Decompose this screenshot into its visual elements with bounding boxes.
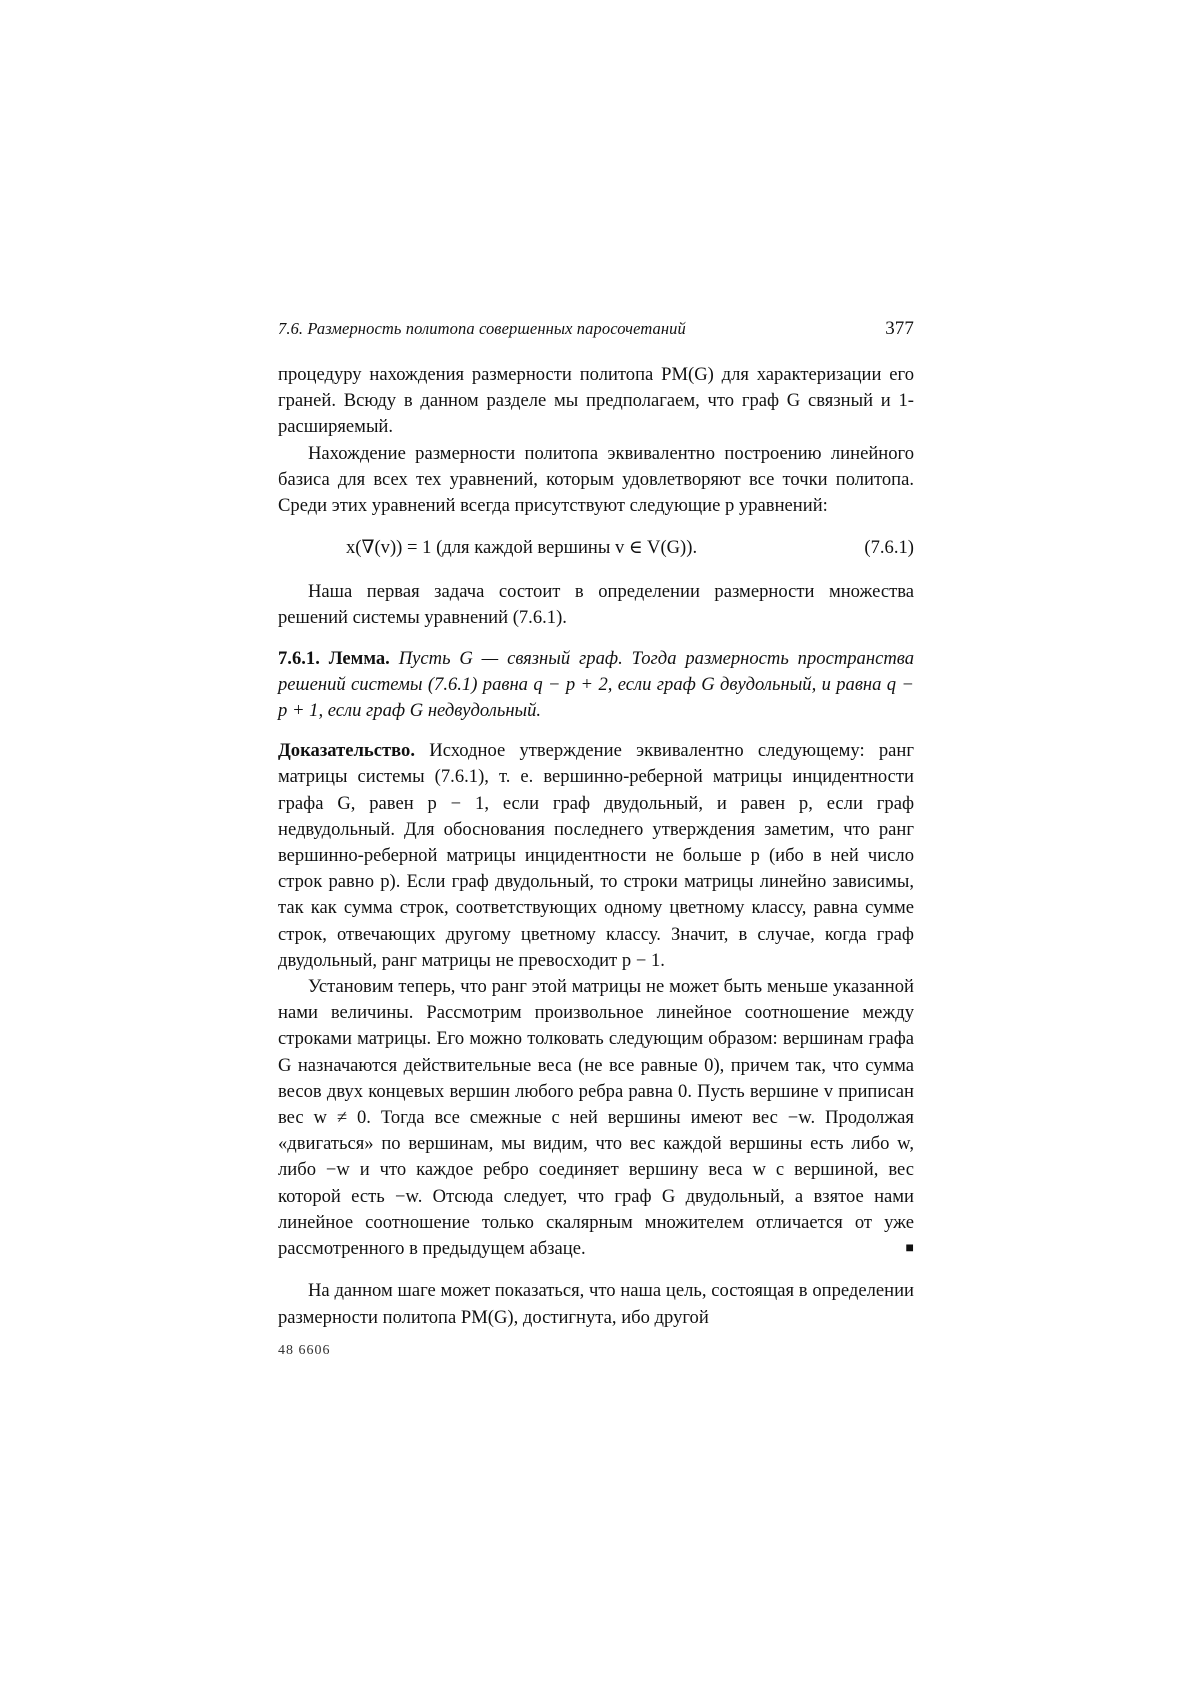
equation-7-6-1 [278, 537, 914, 559]
proof-text-2: Установим теперь, что ранг этой матрицы не может быть меньше указанной нами величины. Рассмотрим произвольное линейное соотношение между строками матрицы. Его можно толковать следующим образом: вершинам графа G назначаются действительные веса (не все равные 0), причем так, что сумма весов двух концевых вершин любого ребра равна 0. Пусть вершине v приписан вес w ≠ 0. Тогда все смежные с ней вершины имеют вес −w. Продолжая «двигаться» по вершинам, мы видим, что вес каждой вершины есть либо w, либо −w и что каждое ребро соединяет вершину веса w с вершиной, вес которой есть −w. Отсюда следует, что граф G двудольный, а взятое нами линейное соотношение только скалярным множителем отличается от уже рассмотренного в предыдущем абзаце. [278, 976, 914, 1260]
running-head [278, 318, 914, 340]
paragraph-final: На данном шаге может показаться, что наша цель, состоящая в определении размерности политопа PM(G), достигнута, ибо другой [278, 1280, 914, 1328]
equation-formula: x(∇(v)) = 1 (для каждой вершины v ∈ V(G)). [346, 537, 698, 559]
running-title: 7.6. Размерность политопа совершенных паросочетаний [278, 319, 686, 338]
lemma-heading: 7.6.1. Лемма. [278, 647, 390, 669]
lemma-statement: Пусть G — связный граф. Тогда размерность пространства решений системы (7.6.1) равна q − p + 2, если граф G двудольный, и равна q − p + 1, если граф G недвудольный. [278, 647, 914, 722]
proof-text-1: Исходное утверждение эквивалентно следующему: ранг матрицы системы (7.6.1), т. е. вершинно-реберной матрицы инцидентности графа G, равен p − 1, если граф двудольный, и равен p, если граф недвудольный. Для обоснования последнего утверждения заметим, что ранг вершинно-реберной матрицы инцидентности не больше p (ибо в ней число строк равно p). Если граф двудольный, то строки матрицы линейно зависимы, так как сумма строк, соответствующих одному цветному классу, равна сумме строк, отвечающих другому цветному классу. Значит, в случае, когда граф двудольный, ранг матрицы не превосходит p − 1. [278, 740, 914, 971]
proof-heading: Доказательство. [278, 740, 416, 762]
proof-paragraph-1 [278, 738, 914, 974]
paragraph-1: процедуру нахождения размерности политопа PM(G) для характеризации его граней. Всюду в данном разделе мы предполагаем, что граф G связный и 1-расширяемый. [278, 364, 914, 438]
lemma-7-6-1 [278, 646, 914, 725]
paragraph-2: Нахождение размерности политопа эквивалентно построению линейного базиса для всех тех уравнений, которым удовлетворяют все точки политопа. Среди этих уравнений всегда присутствуют следующие p уравнений: [278, 442, 914, 517]
paragraph-3: Наша первая задача состоит в определении размерности множества решений системы уравнений (7.6.1). [278, 581, 914, 629]
equation-number: (7.6.1) [864, 537, 914, 559]
page-number: 377 [885, 318, 914, 339]
proof-paragraph-2 [278, 974, 914, 1262]
signature-code: 48 6606 [278, 1342, 331, 1358]
qed-symbol: ■ [905, 1241, 914, 1257]
page [278, 318, 914, 1359]
